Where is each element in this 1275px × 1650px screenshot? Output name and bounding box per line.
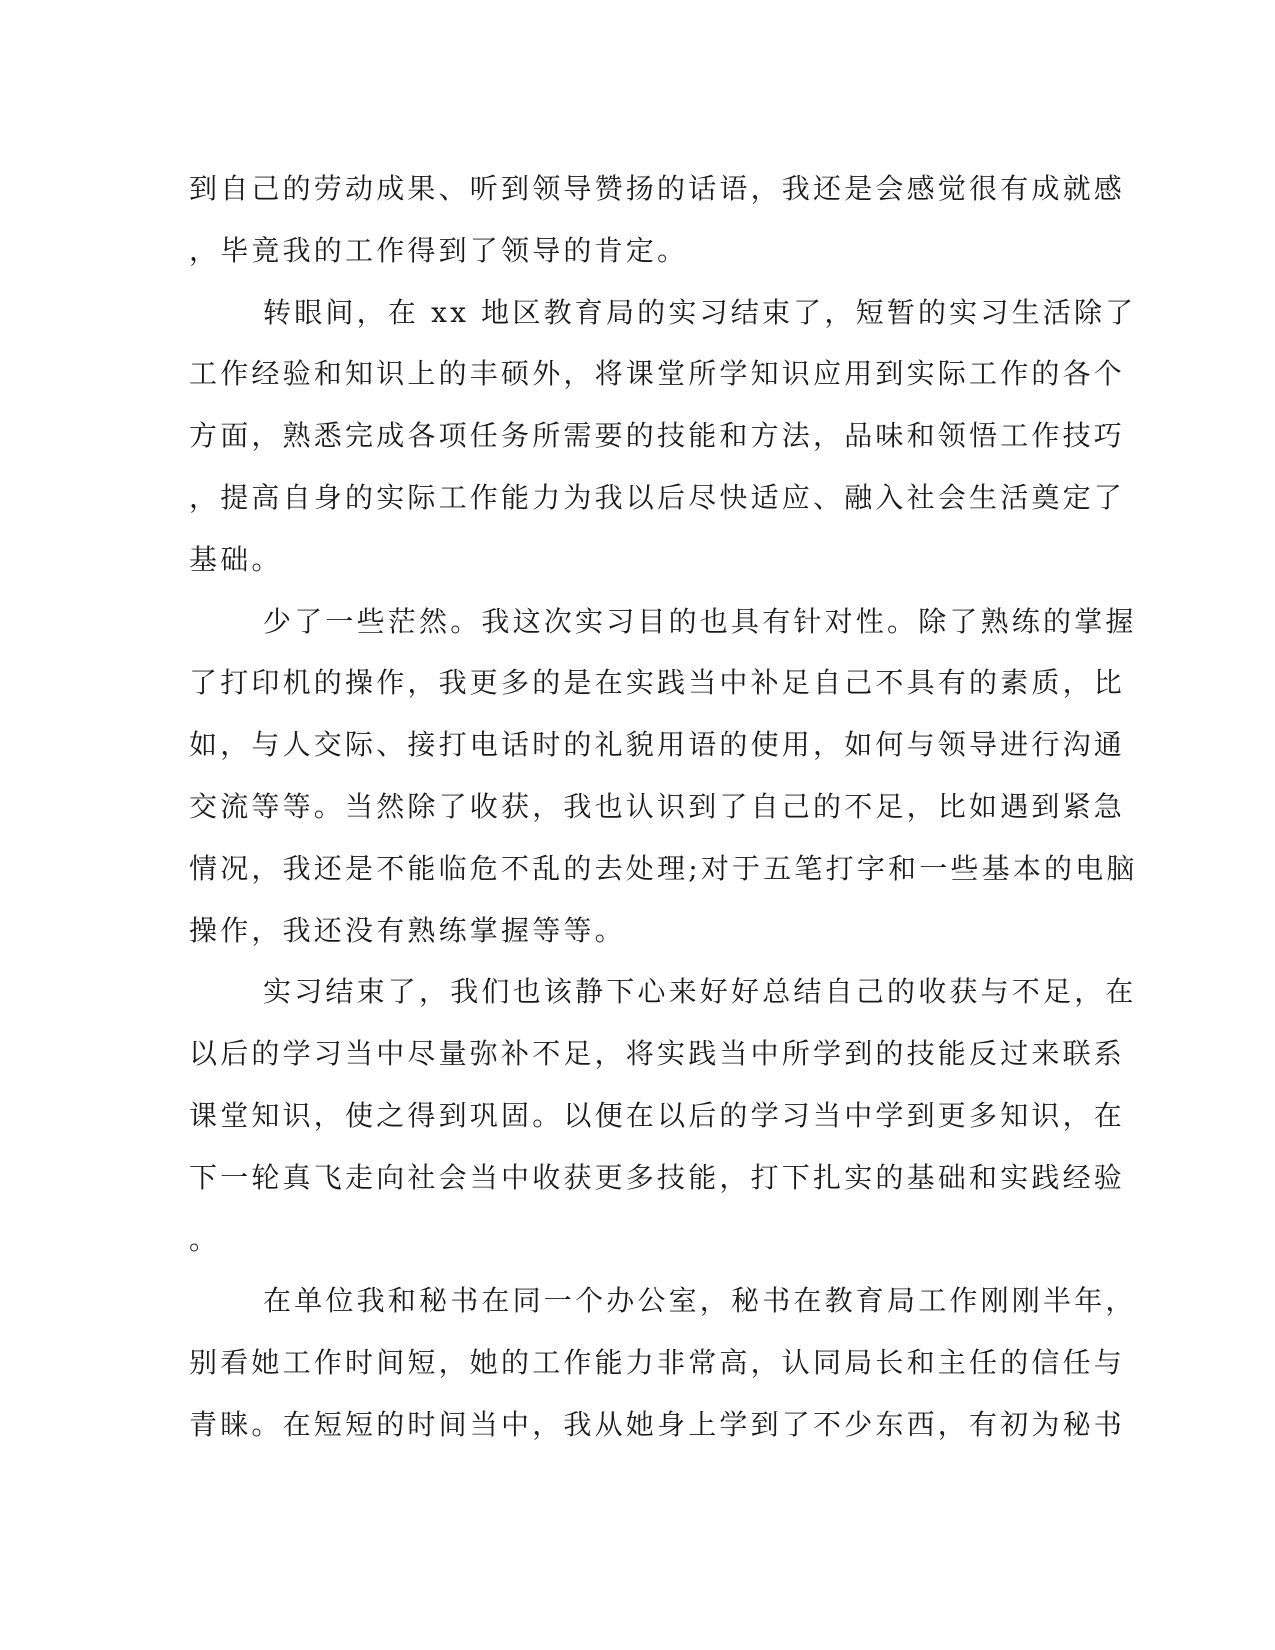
paragraph-first-line: 在单位我和秘书在同一个办公室，秘书在教育局工作刚刚半年， bbox=[263, 1284, 1137, 1318]
paragraph-first-line: 实习结束了，我们也该静下心来好好总结自己的收获与不足，在 bbox=[263, 975, 1137, 1009]
text-line: ，提高自身的实际工作能力为我以后尽快适应、融入社会生活奠定了 bbox=[189, 480, 1126, 514]
paragraph-first-line: 转眼间，在 xx 地区教育局的实习结束了，短暂的实习生活除了 bbox=[263, 295, 1137, 329]
text-line: 课堂知识，使之得到巩固。以便在以后的学习当中学到更多知识，在 bbox=[189, 1098, 1126, 1132]
text-line: 以后的学习当中尽量弥补不足，将实践当中所学到的技能反过来联系 bbox=[189, 1037, 1126, 1071]
text-line: 交流等等。当然除了收获，我也认识到了自己的不足，比如遇到紧急 bbox=[189, 789, 1126, 823]
text-line: 青睐。在短短的时间当中，我从她身上学到了不少东西，有初为秘书 bbox=[189, 1407, 1126, 1441]
text-line: 别看她工作时间短，她的工作能力非常高，认同局长和主任的信任与 bbox=[189, 1346, 1126, 1380]
text-line: 下一轮真飞走向社会当中收获更多技能，打下扎实的基础和实践经验 bbox=[189, 1160, 1126, 1194]
text-line: 情况，我还是不能临危不乱的去处理;对于五笔打字和一些基本的电脑 bbox=[189, 851, 1138, 885]
text-line: 如，与人交际、接打电话时的礼貌用语的使用，如何与领导进行沟通 bbox=[189, 728, 1126, 762]
text-line: 操作，我还没有熟练掌握等等。 bbox=[189, 913, 626, 947]
text-line: 基础。 bbox=[189, 542, 283, 576]
paragraph-first-line: 少了一些茫然。我这次实习目的也具有针对性。除了熟练的掌握 bbox=[263, 604, 1137, 638]
text-line: 方面，熟悉完成各项任务所需要的技能和方法，品味和领悟工作技巧 bbox=[189, 419, 1126, 453]
text-line: 。 bbox=[189, 1222, 221, 1256]
text-line: 到自己的劳动成果、听到领导赞扬的话语，我还是会感觉很有成就感 bbox=[189, 172, 1126, 205]
body-text bbox=[189, 158, 1138, 1456]
text-line: 了打印机的操作，我更多的是在实践当中补足自己不具有的素质，比 bbox=[189, 666, 1126, 700]
text-line: 工作经验和知识上的丰硕外，将课堂所学知识应用到实际工作的各个 bbox=[189, 357, 1126, 391]
text-line: ，毕竟我的工作得到了领导的肯定。 bbox=[189, 233, 689, 267]
